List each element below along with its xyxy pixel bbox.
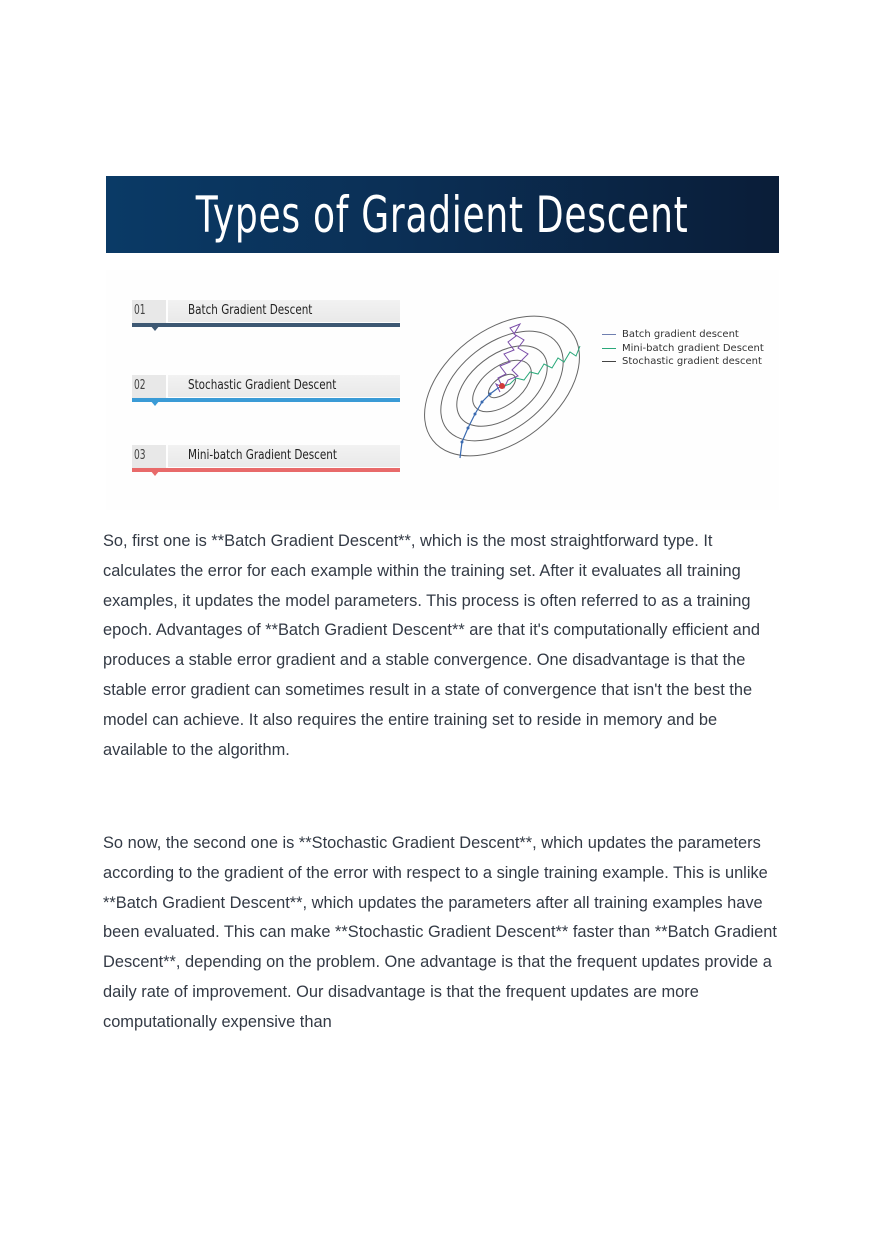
contour-lines <box>420 314 590 464</box>
legend-label: Mini-batch gradient Descent <box>622 342 764 354</box>
type-label: Stochastic Gradient Descent <box>188 378 337 393</box>
legend-item <box>602 328 764 342</box>
paragraph-text: So, first one is **Batch Gradient Descent**, which is the most straightforward type. It calculates the error for each example within the training set. After it evaluates all training examples, it updates the model parameters. This process is often referred to as a training epoch. Advantages of **Batch Gradient Descent** are that it's computationally efficient and produces a stable error gradient and a stable convergence. One disadvantage is that the stable error gradient can sometimes result in a state of convergence that isn't the best the model can achieve. It also requires the entire training set to reside in memory and be available to the algorithm. <box>103 532 761 759</box>
contour-plot <box>420 314 590 464</box>
minimum-point <box>499 383 505 389</box>
type-label: Batch Gradient Descent <box>188 303 313 318</box>
type-number: 01 <box>134 303 146 318</box>
legend-label: Stochastic gradient descent <box>622 356 762 368</box>
type-label: Mini-batch Gradient Descent <box>188 448 337 463</box>
type-label-box <box>168 375 400 397</box>
type-notch <box>150 400 160 406</box>
type-notch <box>150 470 160 476</box>
type-label-box <box>168 445 400 467</box>
type-item-minibatch <box>132 445 402 475</box>
legend-swatch <box>602 348 616 349</box>
paragraph-stochastic <box>103 829 783 1038</box>
chart-legend <box>602 328 764 369</box>
type-underline <box>132 323 400 327</box>
legend-swatch <box>602 334 616 335</box>
type-underline <box>132 468 400 472</box>
type-notch <box>150 325 160 331</box>
paragraph-text: So now, the second one is **Stochastic Gradient Descent**, which updates the parameters according to the gradient of the error with respect to a single training example. This is unlike **Batch Gradient Descent**, which updates the parameters after all training examples have been evaluated. This can make **Stochastic Gradient Descent** faster than **Batch Gradient Descent**, depending on the problem. One advantage is that the frequent updates provide a daily rate of improvement. Our disadvantage is that the frequent updates are more computationally expensive than <box>103 834 777 1031</box>
title-banner <box>106 176 779 253</box>
legend-swatch <box>602 361 616 362</box>
paragraph-batch <box>103 527 783 765</box>
type-underline <box>132 398 400 402</box>
batch-path <box>460 386 502 458</box>
type-number: 02 <box>134 378 146 393</box>
legend-label: Batch gradient descent <box>622 329 739 341</box>
type-number: 03 <box>134 448 146 463</box>
type-item-batch <box>132 300 402 330</box>
legend-item <box>602 342 764 356</box>
gradient-descent-figure <box>106 270 779 510</box>
banner-title: Types of Gradient Descent <box>196 185 689 244</box>
legend-item <box>602 355 764 369</box>
type-item-stochastic <box>132 375 402 405</box>
type-label-box <box>168 300 400 322</box>
